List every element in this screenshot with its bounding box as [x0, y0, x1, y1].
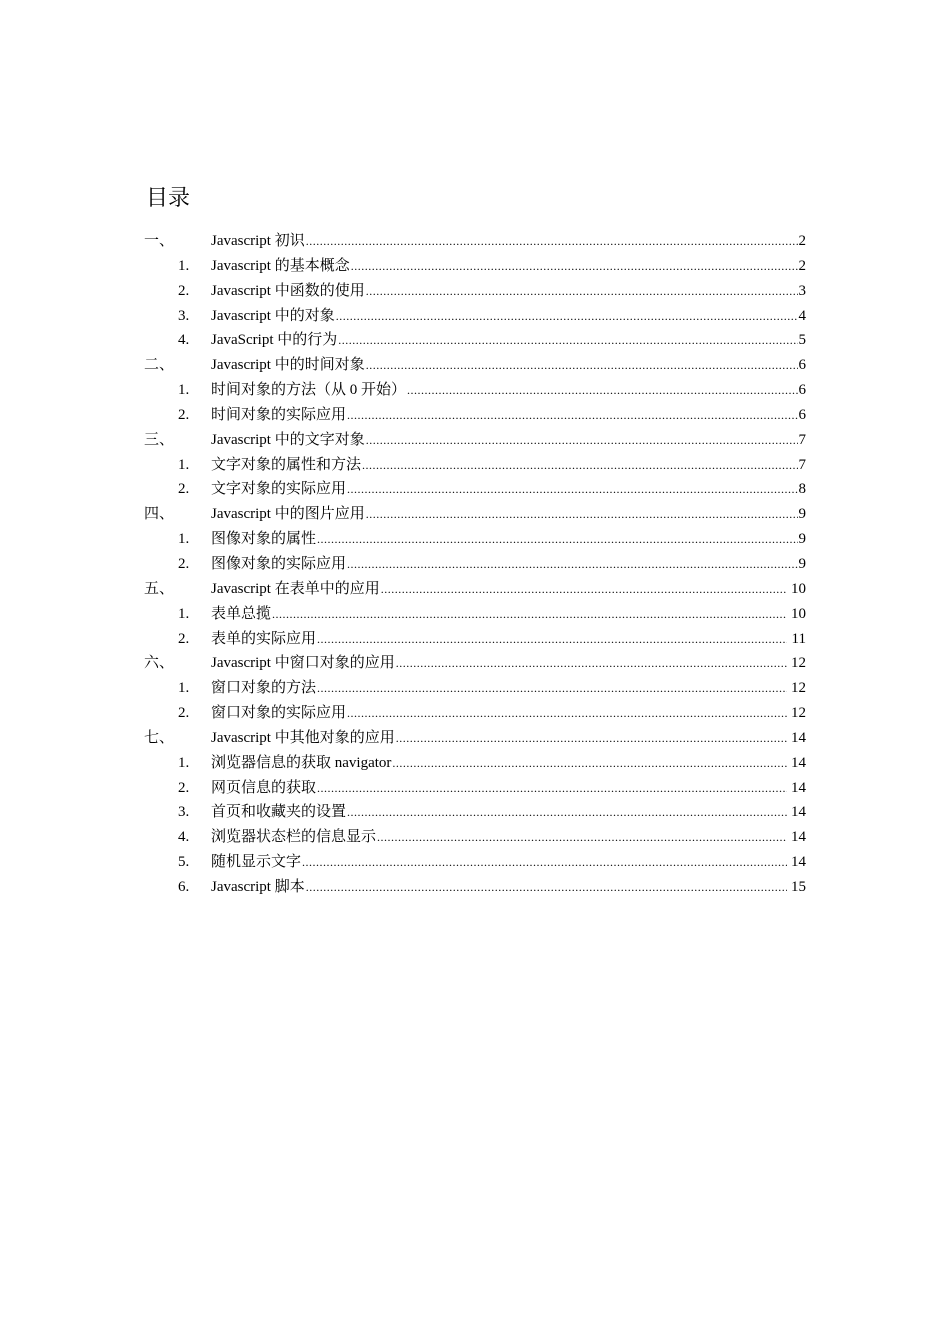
- toc-section-entry[interactable]: [144, 850, 806, 875]
- toc-section-entry[interactable]: [144, 825, 806, 850]
- toc-section-entry[interactable]: [144, 403, 806, 428]
- toc-entry-title: JavaScript 中的行为: [211, 332, 338, 349]
- toc-chapter-entry[interactable]: [144, 229, 806, 254]
- toc-page-number: 12: [791, 655, 806, 672]
- toc-page-number: 7: [798, 456, 806, 473]
- toc-entry-number: 1.: [178, 754, 190, 771]
- toc-dot-leader: [338, 328, 797, 353]
- toc-dot-leader: [317, 676, 787, 701]
- toc-entry-number: 四、: [144, 506, 175, 523]
- toc-section-entry[interactable]: [144, 701, 806, 726]
- toc-section-entry[interactable]: [144, 254, 806, 279]
- toc-entry-number: 1.: [178, 257, 190, 274]
- toc-page-number: 9: [798, 555, 806, 572]
- toc-entry-body: [211, 602, 806, 627]
- toc-dot-leader: [366, 353, 798, 378]
- toc-dot-leader: [396, 651, 787, 676]
- toc-entry-title: Javascript 中的文字对象: [211, 431, 365, 448]
- toc-entry-number: 1.: [178, 680, 190, 697]
- toc-page-number: 14: [791, 829, 806, 846]
- toc-entry-title: 窗口对象的实际应用: [211, 705, 347, 722]
- toc-page-number: 6: [798, 406, 806, 423]
- toc-entry-number: 五、: [144, 580, 175, 597]
- toc-page-number: 6: [798, 382, 806, 399]
- toc-entry-body: [211, 875, 806, 900]
- toc-page-number: 15: [791, 878, 806, 895]
- toc-entry-number: 一、: [144, 233, 175, 249]
- toc-section-entry[interactable]: [144, 776, 806, 801]
- toc-entry-title: 文字对象的属性和方法: [211, 456, 362, 473]
- toc-entry-number: 2.: [178, 705, 190, 722]
- toc-page-number: 11: [791, 630, 806, 647]
- toc-entry-body: [211, 825, 806, 850]
- toc-entry-body: [211, 676, 806, 701]
- toc-entry-number: 4.: [178, 829, 190, 846]
- toc-entry-body: [211, 527, 806, 552]
- toc-entry-number: 2.: [178, 282, 190, 299]
- toc-entry-title: 随机显示文字: [211, 854, 302, 871]
- toc-entry-title: 浏览器信息的获取 navigator: [211, 754, 392, 771]
- toc-section-entry[interactable]: [144, 552, 806, 577]
- toc-entry-body: [211, 229, 806, 254]
- toc-entry-number: 3.: [178, 307, 190, 324]
- toc-section-entry[interactable]: [144, 378, 806, 403]
- toc-dot-leader: [317, 776, 787, 801]
- toc-entry-number: 3.: [178, 804, 190, 821]
- toc-entry-title: Javascript 中窗口对象的应用: [211, 655, 395, 672]
- toc-entry-body: [211, 378, 806, 403]
- toc-entry-body: [211, 751, 806, 776]
- toc-page-number: 9: [798, 506, 806, 523]
- toc-dot-leader: [362, 453, 797, 478]
- toc-dot-leader: [377, 825, 787, 850]
- toc-entry-number: 2.: [178, 555, 190, 572]
- toc-dot-leader: [347, 403, 797, 428]
- toc-entry-body: [211, 627, 806, 652]
- toc-entry-title: Javascript 中的图片应用: [211, 506, 365, 523]
- toc-entry-title: 表单总揽: [211, 605, 272, 622]
- toc-dot-leader: [366, 279, 798, 304]
- toc-section-entry[interactable]: [144, 751, 806, 776]
- toc-entry-title: 网页信息的获取: [211, 779, 317, 796]
- toc-entry-body: [211, 304, 806, 329]
- toc-page-number: 9: [798, 531, 806, 548]
- toc-entry-number: 2.: [178, 779, 190, 796]
- toc-dot-leader: [302, 850, 787, 875]
- toc-page-number: 12: [791, 680, 806, 697]
- toc-entry-body: [211, 477, 806, 502]
- toc-title: 目录: [146, 185, 191, 210]
- toc-dot-leader: [317, 627, 787, 652]
- toc-dot-leader: [347, 800, 787, 825]
- toc-entry-title: 文字对象的实际应用: [211, 481, 347, 498]
- toc-entry-body: [211, 353, 806, 378]
- toc-dot-leader: [306, 229, 798, 254]
- toc-entry-title: Javascript 中函数的使用: [211, 282, 365, 299]
- toc-page-number: 10: [791, 580, 806, 597]
- toc-dot-leader: [347, 477, 797, 502]
- toc-entry-number: 二、: [144, 357, 175, 374]
- toc-dot-leader: [347, 552, 797, 577]
- toc-entry-title: 图像对象的属性: [211, 531, 317, 548]
- toc-entry-body: [211, 850, 806, 875]
- toc-section-entry[interactable]: [144, 477, 806, 502]
- toc-entry-title: 图像对象的实际应用: [211, 555, 347, 572]
- toc-page-number: 7: [798, 431, 806, 448]
- toc-page-number: 14: [791, 729, 806, 746]
- toc-entry-number: 4.: [178, 332, 190, 349]
- toc-page-number: 4: [798, 307, 806, 324]
- toc-dot-leader: [336, 304, 798, 329]
- toc-entry-body: [211, 328, 806, 353]
- toc-entry-title: Javascript 初识: [211, 233, 305, 249]
- toc-entry-body: [211, 800, 806, 825]
- toc-entry-number: 三、: [144, 431, 175, 448]
- toc-page-number: 14: [791, 754, 806, 771]
- toc-entry-number: 5.: [178, 854, 190, 871]
- toc-dot-leader: [347, 701, 787, 726]
- toc-entry-body: [211, 577, 806, 602]
- toc-section-entry[interactable]: [144, 304, 806, 329]
- toc-entry-body: [211, 453, 806, 478]
- toc-entry-number: 1.: [178, 605, 190, 622]
- toc-page-number: 2: [798, 257, 806, 274]
- toc-entry-title: Javascript 在表单中的应用: [211, 580, 380, 597]
- toc-chapter-entry[interactable]: [144, 353, 806, 378]
- toc-entry-title: 窗口对象的方法: [211, 680, 317, 697]
- toc-entry-title: Javascript 中的时间对象: [211, 357, 365, 374]
- toc-section-entry[interactable]: [144, 875, 806, 900]
- toc-entry-title: Javascript 的基本概念: [211, 257, 350, 274]
- toc-section-entry[interactable]: [144, 627, 806, 652]
- toc-dot-leader: [407, 378, 797, 403]
- toc-dot-leader: [392, 751, 787, 776]
- toc-entry-title: 时间对象的方法（从 0 开始）: [211, 382, 407, 399]
- toc-entry-title: 时间对象的实际应用: [211, 406, 347, 423]
- toc-entry-body: [211, 651, 806, 676]
- toc-entry-number: 2.: [178, 406, 190, 423]
- toc-entry-number: 2.: [178, 630, 190, 647]
- toc-dot-leader: [272, 602, 787, 627]
- toc-entry-body: [211, 701, 806, 726]
- toc-section-entry[interactable]: [144, 602, 806, 627]
- toc-chapter-entry[interactable]: [144, 428, 806, 453]
- toc-section-entry[interactable]: [144, 453, 806, 478]
- toc-section-entry[interactable]: [144, 527, 806, 552]
- toc-dot-leader: [366, 428, 798, 453]
- toc-entry-number: 六、: [144, 655, 175, 672]
- toc-entry-body: [211, 428, 806, 453]
- toc-entry-title: Javascript 脚本: [211, 878, 305, 895]
- toc-entry-body: [211, 254, 806, 279]
- toc-entry-title: 表单的实际应用: [211, 630, 317, 647]
- toc-entry-body: [211, 279, 806, 304]
- toc-page-number: 10: [791, 605, 806, 622]
- toc-page-number: 14: [791, 854, 806, 871]
- toc-dot-leader: [366, 502, 798, 527]
- toc-chapter-entry[interactable]: [144, 651, 806, 676]
- toc-dot-leader: [306, 875, 787, 900]
- toc-entry-title: Javascript 中其他对象的应用: [211, 729, 395, 746]
- toc-entry-body: [211, 502, 806, 527]
- toc-entry-title: 首页和收藏夹的设置: [211, 804, 347, 821]
- toc-entry-title: 浏览器状态栏的信息显示: [211, 829, 377, 846]
- toc-page-number: 8: [798, 481, 806, 498]
- toc-entry-body: [211, 726, 806, 751]
- toc-page-number: 2: [798, 233, 806, 249]
- toc-page-number: 3: [798, 282, 806, 299]
- toc-section-entry[interactable]: [144, 676, 806, 701]
- toc-entry-number: 七、: [144, 729, 175, 746]
- toc-dot-leader: [396, 726, 787, 751]
- toc-page-number: 14: [791, 779, 806, 796]
- toc-entry-title: Javascript 中的对象: [211, 307, 335, 324]
- toc-section-entry[interactable]: [144, 800, 806, 825]
- toc-page-number: 6: [798, 357, 806, 374]
- toc-page-number: 5: [798, 332, 806, 349]
- toc-list: [144, 229, 806, 900]
- toc-entry-body: [211, 552, 806, 577]
- toc-entry-number: 6.: [178, 878, 190, 895]
- toc-entry-body: [211, 776, 806, 801]
- toc-entry-number: 1.: [178, 456, 190, 473]
- toc-chapter-entry[interactable]: [144, 726, 806, 751]
- toc-section-entry[interactable]: [144, 328, 806, 353]
- toc-page-number: 14: [791, 804, 806, 821]
- toc-page-number: 12: [791, 705, 806, 722]
- toc-section-entry[interactable]: [144, 279, 806, 304]
- toc-entry-body: [211, 403, 806, 428]
- toc-entry-number: 1.: [178, 531, 190, 548]
- toc-entry-number: 1.: [178, 382, 190, 399]
- toc-dot-leader: [317, 527, 797, 552]
- toc-dot-leader: [351, 254, 798, 279]
- toc-chapter-entry[interactable]: [144, 502, 806, 527]
- toc-entry-number: 2.: [178, 481, 190, 498]
- toc-dot-leader: [381, 577, 787, 602]
- toc-chapter-entry[interactable]: [144, 577, 806, 602]
